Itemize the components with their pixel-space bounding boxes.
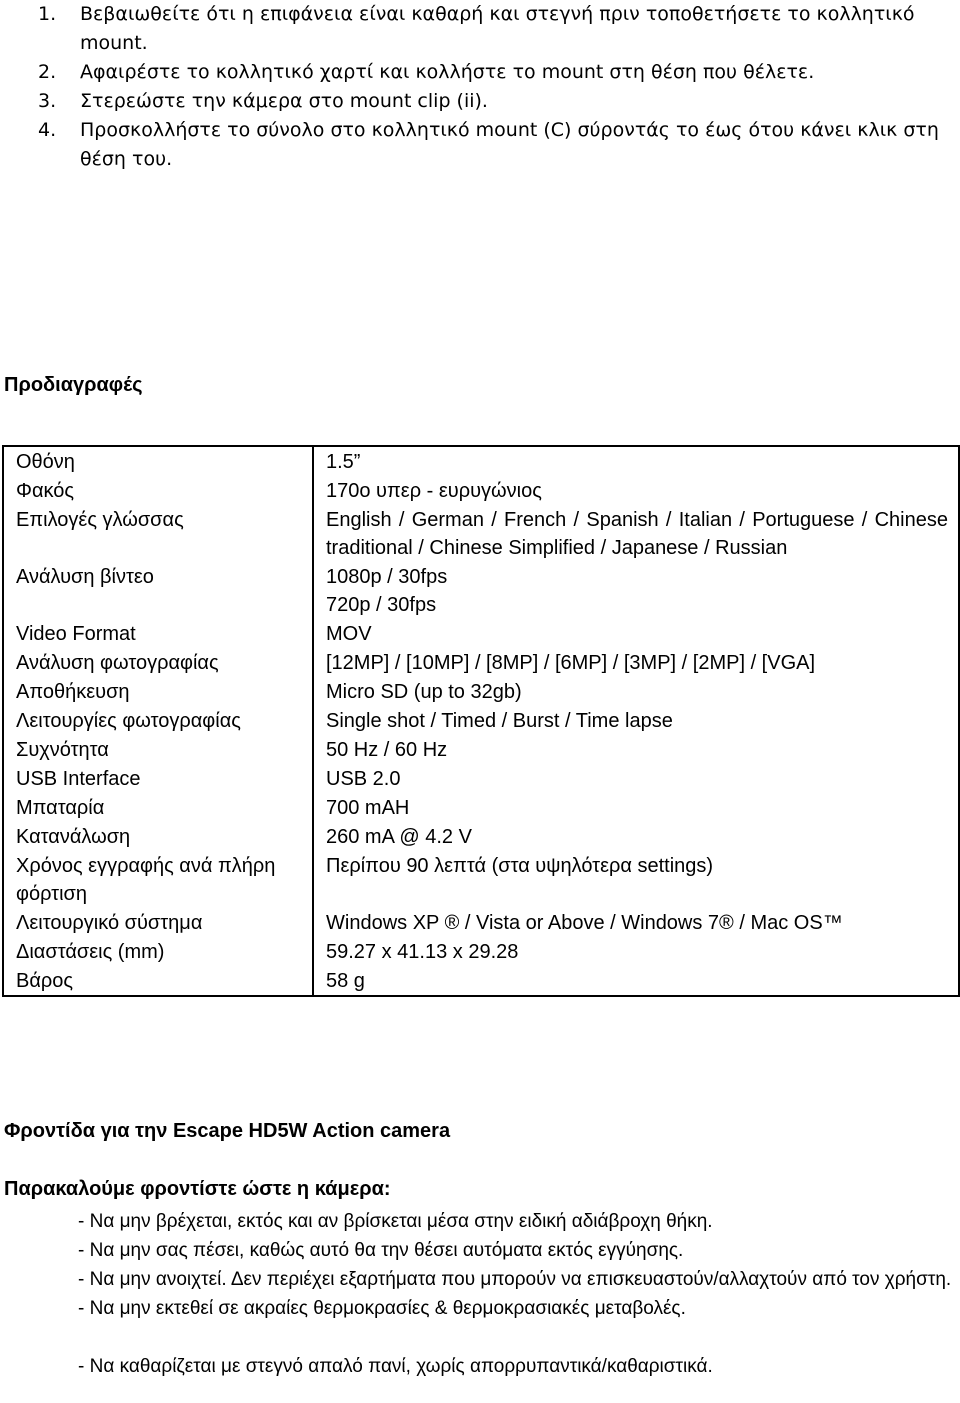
spec-label: Διαστάσεις (mm) — [16, 941, 165, 963]
spec-row-lens — [3, 476, 959, 505]
care-item: - Να καθαρίζεται με στεγνό απαλό πανί, χωρίς απορρυπαντικά/καθαριστικά. — [78, 1356, 713, 1377]
step-text: Προσκολλήστε το σύνολο στο κολλητικό mount (C) σύροντάς το έως ότου κάνει κλικ στη θέση του. — [80, 119, 939, 170]
spec-value: 1.5” — [313, 446, 959, 476]
spec-row-video-format — [3, 619, 959, 648]
spec-label: Λειτουργίες φωτογραφίας — [16, 710, 241, 732]
spec-value: English / German / French / Spanish / Italian / Portuguese / Chinese traditional / Chinese Simplified / Japanese / Russian — [326, 509, 948, 559]
installation-steps — [0, 0, 940, 174]
spec-label: USB Interface — [16, 768, 141, 790]
care-item: - Να μην βρέχεται, εκτός και αν βρίσκεται μέσα στην ειδική αδιάβροχη θήκη. — [78, 1211, 713, 1232]
step-number: 3. — [38, 90, 57, 112]
spec-row-photo-modes — [3, 706, 959, 735]
spec-row-recording-time — [3, 851, 959, 908]
spec-row-video-resolution — [3, 562, 959, 619]
care-subtitle: Παρακαλούμε φροντίστε ώστε η κάμερα: — [4, 1178, 391, 1200]
spec-value: 58 g — [313, 966, 959, 996]
spec-row-photo-resolution — [3, 648, 959, 677]
spec-value: 50 Hz / 60 Hz — [313, 735, 959, 764]
step-number: 4. — [38, 119, 57, 141]
specs-heading: Προδιαγραφές — [4, 374, 143, 396]
spec-label: Ανάλυση φωτογραφίας — [16, 652, 219, 674]
step-item — [0, 0, 940, 58]
spec-label: Χρόνος εγγραφής ανά πλήρη φόρτιση — [16, 855, 276, 905]
step-text: Αφαιρέστε το κολλητικό χαρτί και κολλήστε το mount στη θέση που θέλετε. — [80, 61, 815, 83]
spec-row-consumption — [3, 822, 959, 851]
care-item: - Να μην ανοιχτεί. Δεν περιέχει εξαρτήματα που μπορούν να επισκευαστούν/αλλαχτούν από τον χρήστη. — [78, 1269, 952, 1290]
spec-label: Ανάλυση βίντεο — [16, 566, 154, 588]
spec-label: Φακός — [16, 480, 75, 502]
step-item — [0, 58, 940, 87]
spec-value: 700 mAH — [313, 793, 959, 822]
spec-value: Single shot / Timed / Burst / Time lapse — [313, 706, 959, 735]
specs-table — [2, 445, 960, 997]
spec-label: Λειτουργικό σύστημα — [16, 912, 203, 934]
spec-value: 59.27 x 41.13 x 29.28 — [313, 937, 959, 966]
spec-label: Οθόνη — [16, 451, 75, 473]
spec-label: Βάρος — [16, 970, 74, 992]
spec-label: Αποθήκευση — [16, 681, 130, 703]
spec-value: 170ο υπερ - ευρυγώνιος — [313, 476, 959, 505]
spec-value: [12MP] / [10MP] / [8MP] / [6MP] / [3MP] / [2MP] / [VGA] — [313, 648, 959, 677]
spec-label: Μπαταρία — [16, 797, 105, 819]
step-text: Βεβαιωθείτε ότι η επιφάνεια είναι καθαρή και στεγνή πριν τοποθετήσετε το κολλητικό mount. — [80, 3, 915, 54]
spec-value: USB 2.0 — [313, 764, 959, 793]
step-item — [0, 87, 940, 116]
care-item: - Να μην σας πέσει, καθώς αυτό θα την θέσει αυτόματα εκτός εγγύησης. — [78, 1240, 684, 1261]
spec-value-secondary: 720p / 30fps — [326, 594, 437, 616]
spec-label: Κατανάλωση — [16, 826, 131, 848]
spec-value: 1080p / 30fps — [326, 566, 448, 588]
care-list — [78, 1207, 958, 1381]
spec-row-languages — [3, 505, 959, 562]
step-text: Στερεώστε την κάμερα στο mount clip (ii). — [80, 90, 488, 112]
spec-row-storage — [3, 677, 959, 706]
spec-label: Συχνότητα — [16, 739, 109, 761]
spec-value: MOV — [313, 619, 959, 648]
spec-label: Video Format — [16, 623, 136, 645]
spec-row-battery — [3, 793, 959, 822]
spec-value: Windows XP ® / Vista or Above / Windows 7® / Mac OS™ — [313, 908, 959, 937]
spec-row-usb — [3, 764, 959, 793]
spec-row-weight — [3, 966, 959, 996]
spec-row-dimensions — [3, 937, 959, 966]
step-number: 2. — [38, 61, 57, 83]
spec-row-frequency — [3, 735, 959, 764]
spec-value: Micro SD (up to 32gb) — [313, 677, 959, 706]
spec-label: Επιλογές γλώσσας — [16, 509, 184, 531]
step-number: 1. — [38, 3, 57, 25]
care-title: Φροντίδα για την Escape HD5W Action camera — [4, 1120, 451, 1142]
spec-value: Περίπου 90 λεπτά (στα υψηλότερα settings) — [313, 851, 959, 908]
spec-value: 260 mA @ 4.2 V — [313, 822, 959, 851]
step-item — [0, 116, 940, 174]
spec-row-os — [3, 908, 959, 937]
care-item: - Να μην εκτεθεί σε ακραίες θερμοκρασίες & θερμοκρασιακές μεταβολές. — [78, 1298, 686, 1319]
spec-row-screen — [3, 446, 959, 476]
